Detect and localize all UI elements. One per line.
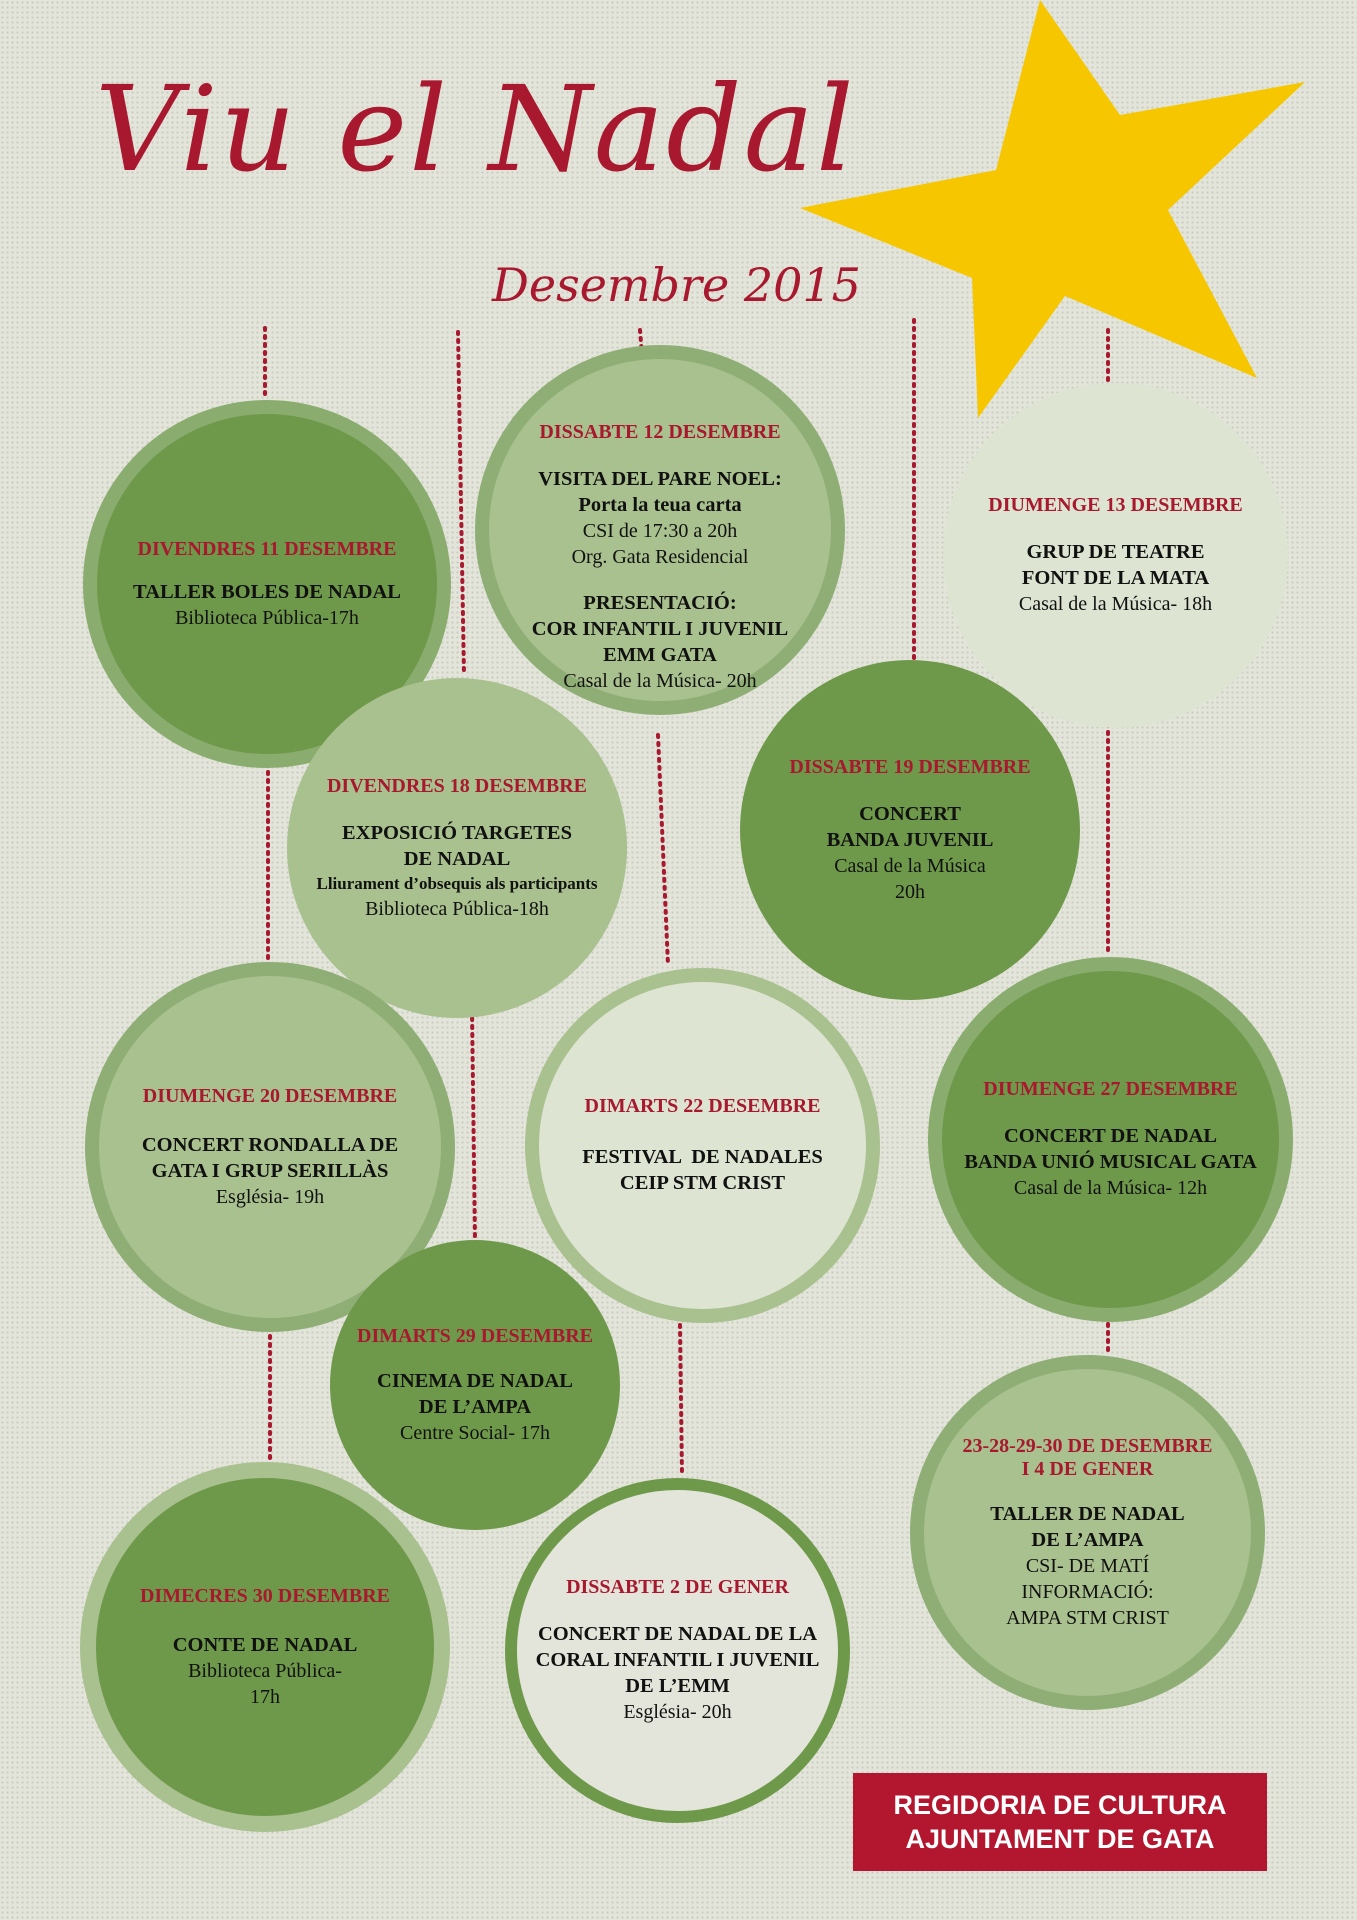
event-title: DE L’AMPA <box>418 1395 532 1418</box>
event-title: CORAL INFANTIL I JUVENIL <box>535 1649 820 1671</box>
poster-title: Viu el Nadal <box>95 60 856 198</box>
event-circle-dec-30 <box>80 1462 450 1832</box>
event-detail: Org. Gata Residencial <box>571 546 749 568</box>
event-date: DIMARTS 22 DESEMBRE <box>584 1095 821 1117</box>
event-title: CONCERT DE NADAL DE LA <box>537 1623 818 1645</box>
event-detail: Biblioteca Pública-18h <box>365 897 549 920</box>
event-circle-dec-22 <box>525 968 880 1323</box>
event-date: 23-28-29-30 DE DESEMBRE <box>962 1434 1213 1457</box>
event-date: DIUMENGE 13 DESEMBRE <box>988 494 1243 516</box>
event-circle-jan-2 <box>505 1478 850 1823</box>
event-title: GATA I GRUP SERILLÀS <box>151 1159 389 1182</box>
organizer-banner <box>853 1773 1267 1871</box>
event-title: DE NADAL <box>403 847 511 870</box>
event-title: EMM GATA <box>603 644 717 666</box>
event-title: CINEMA DE NADAL <box>377 1369 573 1392</box>
event-title: GRUP DE TEATRE <box>1026 541 1205 563</box>
event-detail: Església- 20h <box>623 1701 732 1723</box>
event-detail: Casal de la Música- 12h <box>1013 1177 1208 1199</box>
event-date: DISSABTE 2 DE GENER <box>566 1576 789 1598</box>
event-detail: 17h <box>250 1685 280 1708</box>
event-detail: Biblioteca Pública-17h <box>175 606 359 629</box>
event-title: FESTIVAL DE NADALES <box>582 1146 823 1168</box>
event-title: PRESENTACIÓ: <box>583 592 737 614</box>
event-detail: Casal de la Música- 20h <box>563 670 757 692</box>
event-circle-taller-ampa <box>910 1355 1265 1710</box>
event-title: COR INFANTIL I JUVENIL <box>531 618 789 640</box>
event-title: DE L’EMM <box>625 1675 730 1697</box>
event-title: BANDA JUVENIL <box>826 828 994 851</box>
event-detail: CSI- DE MATÍ <box>1025 1554 1150 1577</box>
event-date: DIVENDRES 18 DESEMBRE <box>326 774 588 797</box>
event-title: CONTE DE NADAL <box>172 1633 358 1656</box>
poster-subtitle: Desembre 2015 <box>492 258 861 312</box>
event-circle-dec-19 <box>740 660 1080 1000</box>
event-detail: 20h <box>895 880 925 903</box>
event-note: Lliurament d’obsequis als participants <box>316 873 598 893</box>
event-date: DIMARTS 29 DESEMBRE <box>357 1324 593 1347</box>
event-subtitle: Porta la teua carta <box>578 494 742 516</box>
event-detail: Casal de la Música- 18h <box>1018 593 1213 615</box>
event-detail: Casal de la Música <box>834 854 986 877</box>
event-date-line2: I 4 DE GENER <box>1021 1457 1154 1480</box>
organizer-line-2: AJUNTAMENT DE GATA <box>905 1824 1215 1854</box>
event-date: DIMECRES 30 DESEMBRE <box>139 1584 391 1607</box>
event-date: DIVENDRES 11 DESEMBRE <box>137 537 397 560</box>
event-circle-dec-29 <box>330 1240 620 1530</box>
event-title: TALLER DE NADAL <box>990 1502 1185 1525</box>
event-circle-dec-18 <box>287 678 627 1018</box>
event-title: FONT DE LA MATA <box>1021 567 1210 589</box>
event-circle-dec-13 <box>943 383 1288 728</box>
event-date: DISSABTE 19 DESEMBRE <box>789 755 1031 778</box>
event-date: DISSABTE 12 DESEMBRE <box>539 421 781 443</box>
event-title: DE L’AMPA <box>1031 1528 1144 1551</box>
event-title: TALLER BOLES DE NADAL <box>133 580 401 603</box>
event-date: DIUMENGE 20 DESEMBRE <box>142 1084 398 1107</box>
event-detail: AMPA STM CRIST <box>1006 1606 1169 1629</box>
event-detail: CSI de 17:30 a 20h <box>582 520 738 542</box>
event-title: VISITA DEL PARE NOEL: <box>538 468 782 490</box>
event-detail: Centre Social- 17h <box>400 1421 550 1444</box>
event-detail: Església- 19h <box>215 1185 325 1208</box>
event-title: CONCERT DE NADAL <box>1003 1125 1218 1147</box>
event-detail: Biblioteca Pública- <box>188 1659 342 1682</box>
event-title: CONCERT RONDALLA DE <box>141 1133 399 1156</box>
event-circle-dec-27 <box>928 957 1293 1322</box>
event-title: CEIP STM CRIST <box>619 1172 786 1194</box>
event-title: CONCERT <box>859 802 961 825</box>
event-circle-dec-12 <box>475 345 845 715</box>
event-date: DIUMENGE 27 DESEMBRE <box>983 1078 1238 1100</box>
event-title: BANDA UNIÓ MUSICAL GATA <box>964 1151 1257 1173</box>
event-detail: INFORMACIÓ: <box>1021 1580 1154 1603</box>
event-title: EXPOSICIÓ TARGETES <box>342 821 572 844</box>
organizer-line-1: REGIDORIA DE CULTURA <box>893 1790 1227 1820</box>
